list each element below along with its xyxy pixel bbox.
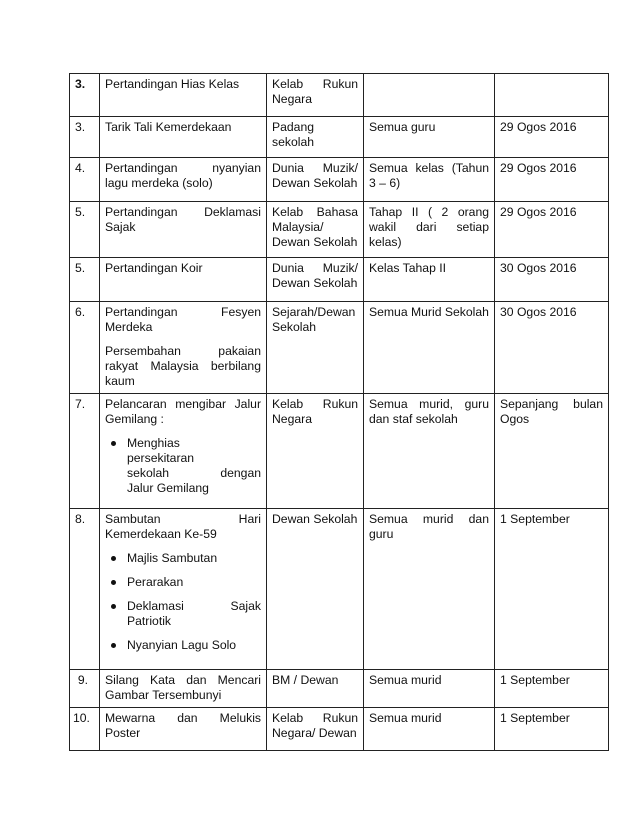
location-cell: Kelab Bahasa Malaysia/ Dewan Sekolah bbox=[267, 202, 364, 258]
location-cell: Sejarah/Dewan Sekolah bbox=[267, 302, 364, 394]
date-cell: Sepanjang bulan Ogos bbox=[495, 394, 609, 509]
row-number: 7. bbox=[70, 394, 100, 509]
target-cell: Tahap II ( 2 orang wakil dari setiap kelas) bbox=[364, 202, 495, 258]
location-cell: Dewan Sekolah bbox=[267, 509, 364, 670]
activity-cell: Mewarna dan Melukis Poster bbox=[100, 708, 267, 751]
row-number: 3. bbox=[70, 117, 100, 158]
activity-cell: Pertandingan Koir bbox=[100, 258, 267, 302]
activity-cell: Silang Kata dan Mencari Gambar Tersembunyi bbox=[100, 670, 267, 708]
location-cell: Dunia Muzik/ Dewan Sekolah bbox=[267, 158, 364, 202]
table-row bbox=[70, 670, 609, 708]
location-cell: Padang sekolah bbox=[267, 117, 364, 158]
list-item: Majlis Sambutan bbox=[105, 551, 261, 566]
target-cell: Semua murid dan guru bbox=[364, 509, 495, 670]
list-item: Nyanyian Lagu Solo bbox=[105, 638, 261, 653]
date-cell: 30 Ogos 2016 bbox=[495, 302, 609, 394]
activity-cell: Pertandingan Hias Kelas bbox=[100, 74, 267, 117]
location-cell: Kelab Rukun Negara bbox=[267, 74, 364, 117]
target-cell: Semua murid bbox=[364, 708, 495, 751]
row-number: 5. bbox=[70, 258, 100, 302]
target-cell: Kelas Tahap II bbox=[364, 258, 495, 302]
table-row bbox=[70, 117, 609, 158]
activity-cell: Pertandingan nyanyian lagu merdeka (solo) bbox=[100, 158, 267, 202]
target-cell: Semua murid, guru dan staf sekolah bbox=[364, 394, 495, 509]
activity-cell: Pertandingan Deklamasi Sajak bbox=[100, 202, 267, 258]
table-row bbox=[70, 302, 609, 394]
row-number: 6. bbox=[70, 302, 100, 394]
table-row bbox=[70, 74, 609, 117]
list-item: Perarakan bbox=[105, 575, 261, 590]
activity-schedule-table bbox=[69, 73, 609, 751]
list-item: Deklamasi Sajak Patriotik bbox=[105, 599, 261, 629]
activity-bullet-list bbox=[105, 436, 261, 496]
date-cell: 1 September bbox=[495, 708, 609, 751]
location-cell: BM / Dewan bbox=[267, 670, 364, 708]
target-cell bbox=[364, 74, 495, 117]
target-cell: Semua kelas (Tahun 3 – 6) bbox=[364, 158, 495, 202]
row-number: 3. bbox=[70, 74, 100, 117]
date-cell bbox=[495, 74, 609, 117]
date-cell: 29 Ogos 2016 bbox=[495, 202, 609, 258]
table-row bbox=[70, 258, 609, 302]
location-cell: Kelab Rukun Negara bbox=[267, 394, 364, 509]
table-row bbox=[70, 202, 609, 258]
row-number: 9. bbox=[70, 670, 100, 708]
table-row bbox=[70, 708, 609, 751]
activity-bullet-list bbox=[105, 551, 261, 653]
list-item: Menghias persekitaran sekolah dengan Jalur Gemilang bbox=[105, 436, 261, 496]
target-cell: Semua guru bbox=[364, 117, 495, 158]
location-cell: Dunia Muzik/ Dewan Sekolah bbox=[267, 258, 364, 302]
target-cell: Semua murid bbox=[364, 670, 495, 708]
row-number: 4. bbox=[70, 158, 100, 202]
table-row bbox=[70, 158, 609, 202]
activity-cell: Pelancaran mengibar Jalur Gemilang : Menghias persekitaran sekolah dengan Jalur Gemilang bbox=[100, 394, 267, 509]
date-cell: 29 Ogos 2016 bbox=[495, 158, 609, 202]
table-row bbox=[70, 394, 609, 509]
date-cell: 1 September bbox=[495, 670, 609, 708]
date-cell: 1 September bbox=[495, 509, 609, 670]
row-number: 10. bbox=[70, 708, 100, 751]
row-number: 5. bbox=[70, 202, 100, 258]
row-number: 8. bbox=[70, 509, 100, 670]
activity-cell: Pertandingan Fesyen Merdeka Persembahan pakaian rakyat Malaysia berbilang kaum bbox=[100, 302, 267, 394]
date-cell: 29 Ogos 2016 bbox=[495, 117, 609, 158]
activity-note: Persembahan pakaian rakyat Malaysia berbilang kaum bbox=[105, 344, 261, 388]
date-cell: 30 Ogos 2016 bbox=[495, 258, 609, 302]
table-row bbox=[70, 509, 609, 670]
activity-cell: Sambutan Hari Kemerdekaan Ke-59 Majlis Sambutan Perarakan Deklamasi Sajak Patriotik Nyanyian Lagu Solo bbox=[100, 509, 267, 670]
activity-cell: Tarik Tali Kemerdekaan bbox=[100, 117, 267, 158]
location-cell: Kelab Rukun Negara/ Dewan bbox=[267, 708, 364, 751]
target-cell: Semua Murid Sekolah bbox=[364, 302, 495, 394]
